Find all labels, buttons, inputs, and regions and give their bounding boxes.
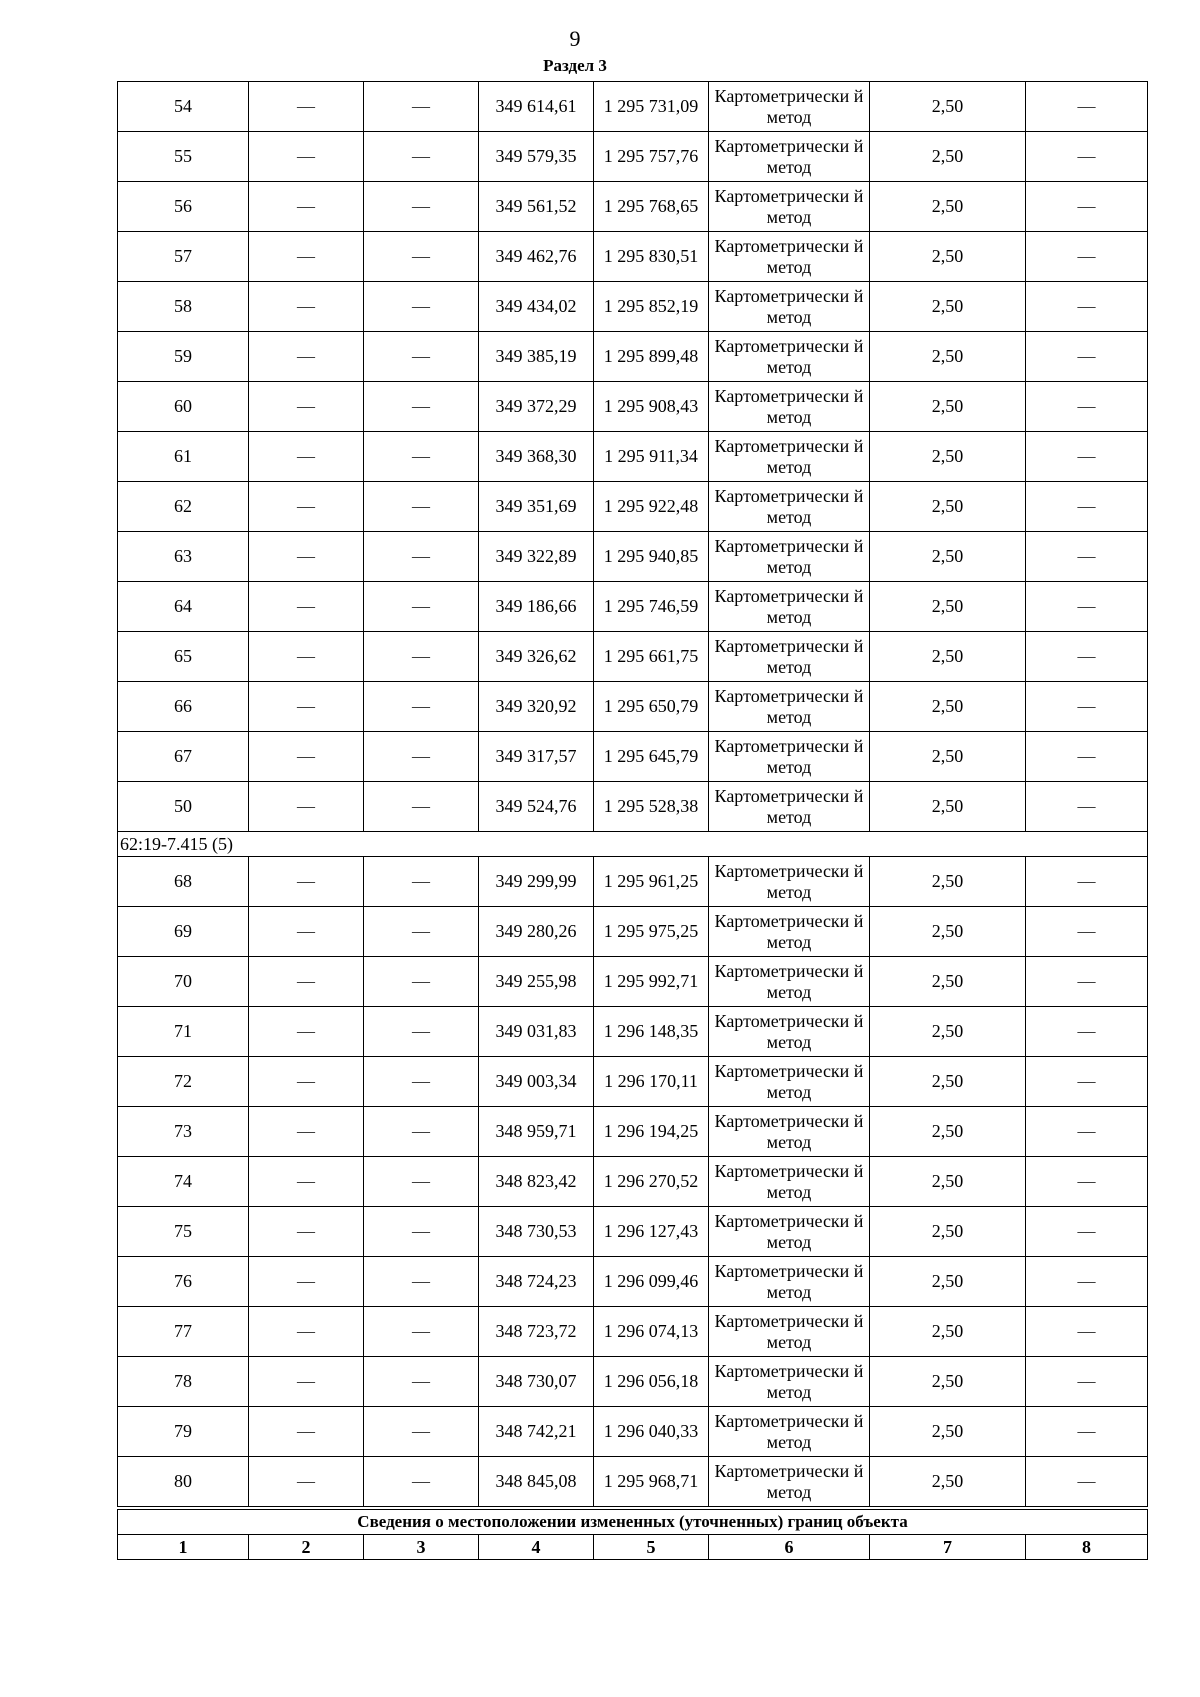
dash-cell: — — [364, 732, 479, 782]
point-number: 55 — [118, 132, 249, 182]
dash-cell: — — [1026, 1207, 1148, 1257]
x-coordinate: 349 372,29 — [479, 382, 594, 432]
dash-cell: — — [249, 582, 364, 632]
dash-cell: — — [249, 232, 364, 282]
x-coordinate: 349 255,98 — [479, 957, 594, 1007]
point-number: 65 — [118, 632, 249, 682]
footer-title: Сведения о местоположении измененных (уточненных) границ объекта — [118, 1508, 1148, 1535]
accuracy-value: 2,50 — [870, 632, 1026, 682]
x-coordinate: 348 845,08 — [479, 1457, 594, 1509]
dash-cell: — — [249, 1407, 364, 1457]
y-coordinate: 1 295 645,79 — [594, 732, 709, 782]
dash-cell: — — [1026, 82, 1148, 132]
y-coordinate: 1 295 911,34 — [594, 432, 709, 482]
table-row — [118, 1057, 1148, 1107]
point-number: 77 — [118, 1307, 249, 1357]
x-coordinate: 349 351,69 — [479, 482, 594, 532]
accuracy-value: 2,50 — [870, 732, 1026, 782]
accuracy-value: 2,50 — [870, 1257, 1026, 1307]
dash-cell: — — [1026, 682, 1148, 732]
y-coordinate: 1 295 528,38 — [594, 782, 709, 832]
footer-title-row — [118, 1508, 1148, 1535]
point-number: 54 — [118, 82, 249, 132]
x-coordinate: 348 959,71 — [479, 1107, 594, 1157]
parcel-subheading-row — [118, 832, 1148, 857]
point-number: 78 — [118, 1357, 249, 1407]
accuracy-value: 2,50 — [870, 482, 1026, 532]
dash-cell: — — [249, 1257, 364, 1307]
dash-cell: — — [364, 1307, 479, 1357]
point-number: 60 — [118, 382, 249, 432]
determination-method: Картометрически й метод — [709, 582, 870, 632]
table-row — [118, 632, 1148, 682]
y-coordinate: 1 295 908,43 — [594, 382, 709, 432]
table-row — [118, 782, 1148, 832]
table-row — [118, 907, 1148, 957]
x-coordinate: 349 524,76 — [479, 782, 594, 832]
dash-cell: — — [249, 1157, 364, 1207]
dash-cell: — — [364, 132, 479, 182]
determination-method: Картометрически й метод — [709, 382, 870, 432]
page-number: 9 — [569, 26, 581, 51]
y-coordinate: 1 296 148,35 — [594, 1007, 709, 1057]
point-number: 76 — [118, 1257, 249, 1307]
dash-cell: — — [364, 1257, 479, 1307]
determination-method: Картометрически й метод — [709, 332, 870, 382]
point-number: 56 — [118, 182, 249, 232]
dash-cell: — — [364, 432, 479, 482]
dash-cell: — — [1026, 907, 1148, 957]
table-row — [118, 332, 1148, 382]
point-number: 69 — [118, 907, 249, 957]
y-coordinate: 1 295 830,51 — [594, 232, 709, 282]
x-coordinate: 348 823,42 — [479, 1157, 594, 1207]
dash-cell: — — [1026, 1107, 1148, 1157]
table-row — [118, 1207, 1148, 1257]
dash-cell: — — [364, 482, 479, 532]
column-number: 4 — [479, 1535, 594, 1560]
column-number: 6 — [709, 1535, 870, 1560]
y-coordinate: 1 295 992,71 — [594, 957, 709, 1007]
points-group-1 — [118, 82, 1148, 832]
table-row — [118, 482, 1148, 532]
dash-cell: — — [364, 632, 479, 682]
point-number: 66 — [118, 682, 249, 732]
dash-cell: — — [249, 682, 364, 732]
point-number: 63 — [118, 532, 249, 582]
point-number: 75 — [118, 1207, 249, 1257]
accuracy-value: 2,50 — [870, 1357, 1026, 1407]
point-number: 64 — [118, 582, 249, 632]
table-row — [118, 132, 1148, 182]
y-coordinate: 1 295 852,19 — [594, 282, 709, 332]
table-row — [118, 282, 1148, 332]
point-number: 73 — [118, 1107, 249, 1157]
x-coordinate: 348 742,21 — [479, 1407, 594, 1457]
accuracy-value: 2,50 — [870, 1107, 1026, 1157]
dash-cell: — — [249, 907, 364, 957]
column-number: 3 — [364, 1535, 479, 1560]
dash-cell: — — [364, 907, 479, 957]
determination-method: Картометрически й метод — [709, 632, 870, 682]
table-row — [118, 1257, 1148, 1307]
x-coordinate: 348 723,72 — [479, 1307, 594, 1357]
dash-cell: — — [364, 957, 479, 1007]
x-coordinate: 349 280,26 — [479, 907, 594, 957]
dash-cell: — — [249, 182, 364, 232]
table-row — [118, 232, 1148, 282]
determination-method: Картометрически й метод — [709, 732, 870, 782]
determination-method: Картометрически й метод — [709, 1307, 870, 1357]
accuracy-value: 2,50 — [870, 432, 1026, 482]
dash-cell: — — [364, 857, 479, 907]
dash-cell: — — [1026, 632, 1148, 682]
dash-cell: — — [1026, 1307, 1148, 1357]
x-coordinate: 349 434,02 — [479, 282, 594, 332]
determination-method: Картометрически й метод — [709, 1057, 870, 1107]
accuracy-value: 2,50 — [870, 907, 1026, 957]
point-number: 59 — [118, 332, 249, 382]
determination-method: Картометрически й метод — [709, 1007, 870, 1057]
x-coordinate: 349 385,19 — [479, 332, 594, 382]
table-row — [118, 1007, 1148, 1057]
determination-method: Картометрически й метод — [709, 182, 870, 232]
dash-cell: — — [1026, 132, 1148, 182]
accuracy-value: 2,50 — [870, 232, 1026, 282]
determination-method: Картометрически й метод — [709, 907, 870, 957]
dash-cell: — — [1026, 282, 1148, 332]
x-coordinate: 349 186,66 — [479, 582, 594, 632]
point-number: 67 — [118, 732, 249, 782]
point-number: 57 — [118, 232, 249, 282]
dash-cell: — — [364, 232, 479, 282]
dash-cell: — — [364, 82, 479, 132]
dash-cell: — — [364, 1207, 479, 1257]
dash-cell: — — [1026, 857, 1148, 907]
y-coordinate: 1 295 661,75 — [594, 632, 709, 682]
dash-cell: — — [249, 382, 364, 432]
accuracy-value: 2,50 — [870, 1057, 1026, 1107]
determination-method: Картометрически й метод — [709, 857, 870, 907]
dash-cell: — — [249, 1357, 364, 1407]
point-number: 72 — [118, 1057, 249, 1107]
point-number: 62 — [118, 482, 249, 532]
x-coordinate: 349 368,30 — [479, 432, 594, 482]
x-coordinate: 349 614,61 — [479, 82, 594, 132]
coordinates-table — [117, 81, 1148, 1560]
x-coordinate: 349 031,83 — [479, 1007, 594, 1057]
y-coordinate: 1 296 270,52 — [594, 1157, 709, 1207]
y-coordinate: 1 295 899,48 — [594, 332, 709, 382]
y-coordinate: 1 295 968,71 — [594, 1457, 709, 1509]
section-title: Раздел 3 — [543, 56, 607, 75]
dash-cell: — — [249, 532, 364, 582]
table-row — [118, 1407, 1148, 1457]
dash-cell: — — [364, 1357, 479, 1407]
dash-cell: — — [1026, 1257, 1148, 1307]
dash-cell: — — [364, 532, 479, 582]
dash-cell: — — [364, 382, 479, 432]
x-coordinate: 349 003,34 — [479, 1057, 594, 1107]
x-coordinate: 348 724,23 — [479, 1257, 594, 1307]
dash-cell: — — [1026, 1457, 1148, 1509]
dash-cell: — — [249, 782, 364, 832]
y-coordinate: 1 295 961,25 — [594, 857, 709, 907]
dash-cell: — — [1026, 182, 1148, 232]
determination-method: Картометрически й метод — [709, 1107, 870, 1157]
y-coordinate: 1 295 650,79 — [594, 682, 709, 732]
accuracy-value: 2,50 — [870, 82, 1026, 132]
dash-cell: — — [1026, 232, 1148, 282]
x-coordinate: 348 730,07 — [479, 1357, 594, 1407]
point-number: 50 — [118, 782, 249, 832]
table-row — [118, 582, 1148, 632]
dash-cell: — — [1026, 432, 1148, 482]
accuracy-value: 2,50 — [870, 282, 1026, 332]
accuracy-value: 2,50 — [870, 857, 1026, 907]
dash-cell: — — [364, 1457, 479, 1509]
y-coordinate: 1 296 074,13 — [594, 1307, 709, 1357]
dash-cell: — — [364, 1407, 479, 1457]
table-row — [118, 1457, 1148, 1509]
dash-cell: — — [249, 482, 364, 532]
table-row — [118, 82, 1148, 132]
y-coordinate: 1 295 940,85 — [594, 532, 709, 582]
table-row — [118, 432, 1148, 482]
accuracy-value: 2,50 — [870, 332, 1026, 382]
column-number: 2 — [249, 1535, 364, 1560]
dash-cell: — — [249, 1107, 364, 1157]
column-numbers-row — [118, 1535, 1148, 1560]
table-row — [118, 382, 1148, 432]
determination-method: Картометрически й метод — [709, 682, 870, 732]
table-row — [118, 1157, 1148, 1207]
dash-cell: — — [364, 782, 479, 832]
table-row — [118, 732, 1148, 782]
accuracy-value: 2,50 — [870, 1157, 1026, 1207]
dash-cell: — — [249, 432, 364, 482]
table-row — [118, 682, 1148, 732]
determination-method: Картометрически й метод — [709, 232, 870, 282]
y-coordinate: 1 296 099,46 — [594, 1257, 709, 1307]
y-coordinate: 1 296 127,43 — [594, 1207, 709, 1257]
point-number: 68 — [118, 857, 249, 907]
x-coordinate: 349 561,52 — [479, 182, 594, 232]
accuracy-value: 2,50 — [870, 582, 1026, 632]
dash-cell: — — [1026, 532, 1148, 582]
dash-cell: — — [249, 1457, 364, 1509]
determination-method: Картометрически й метод — [709, 1457, 870, 1509]
y-coordinate: 1 295 922,48 — [594, 482, 709, 532]
dash-cell: — — [249, 1057, 364, 1107]
determination-method: Картометрически й метод — [709, 282, 870, 332]
determination-method: Картометрически й метод — [709, 1257, 870, 1307]
dash-cell: — — [364, 1157, 479, 1207]
y-coordinate: 1 295 731,09 — [594, 82, 709, 132]
points-group-2 — [118, 857, 1148, 1509]
dash-cell: — — [249, 82, 364, 132]
point-number: 80 — [118, 1457, 249, 1509]
accuracy-value: 2,50 — [870, 1457, 1026, 1509]
y-coordinate: 1 296 056,18 — [594, 1357, 709, 1407]
dash-cell: — — [1026, 1157, 1148, 1207]
y-coordinate: 1 295 746,59 — [594, 582, 709, 632]
dash-cell: — — [249, 1307, 364, 1357]
table-row — [118, 532, 1148, 582]
table-row — [118, 857, 1148, 907]
dash-cell: — — [1026, 732, 1148, 782]
determination-method: Картометрически й метод — [709, 1407, 870, 1457]
table-footer — [118, 1508, 1148, 1560]
y-coordinate: 1 296 194,25 — [594, 1107, 709, 1157]
point-number: 71 — [118, 1007, 249, 1057]
column-number: 7 — [870, 1535, 1026, 1560]
dash-cell: — — [364, 1057, 479, 1107]
dash-cell: — — [249, 957, 364, 1007]
point-number: 58 — [118, 282, 249, 332]
dash-cell: — — [364, 1107, 479, 1157]
dash-cell: — — [1026, 382, 1148, 432]
column-number: 5 — [594, 1535, 709, 1560]
determination-method: Картометрически й метод — [709, 482, 870, 532]
table-row — [118, 182, 1148, 232]
dash-cell: — — [249, 632, 364, 682]
dash-cell: — — [249, 132, 364, 182]
y-coordinate: 1 295 768,65 — [594, 182, 709, 232]
x-coordinate: 349 326,62 — [479, 632, 594, 682]
dash-cell: — — [249, 857, 364, 907]
subheading-group — [118, 832, 1148, 857]
point-number: 74 — [118, 1157, 249, 1207]
dash-cell: — — [364, 1007, 479, 1057]
determination-method: Картометрически й метод — [709, 532, 870, 582]
accuracy-value: 2,50 — [870, 182, 1026, 232]
dash-cell: — — [1026, 482, 1148, 532]
point-number: 61 — [118, 432, 249, 482]
determination-method: Картометрически й метод — [709, 957, 870, 1007]
dash-cell: — — [249, 732, 364, 782]
dash-cell: — — [1026, 1357, 1148, 1407]
table-row — [118, 957, 1148, 1007]
accuracy-value: 2,50 — [870, 1007, 1026, 1057]
y-coordinate: 1 295 757,76 — [594, 132, 709, 182]
x-coordinate: 349 299,99 — [479, 857, 594, 907]
determination-method: Картометрически й метод — [709, 82, 870, 132]
dash-cell: — — [364, 332, 479, 382]
dash-cell: — — [1026, 1057, 1148, 1107]
accuracy-value: 2,50 — [870, 782, 1026, 832]
determination-method: Картометрически й метод — [709, 1207, 870, 1257]
dash-cell: — — [249, 282, 364, 332]
accuracy-value: 2,50 — [870, 1207, 1026, 1257]
column-number: 8 — [1026, 1535, 1148, 1560]
determination-method: Картометрически й метод — [709, 1157, 870, 1207]
y-coordinate: 1 296 170,11 — [594, 1057, 709, 1107]
dash-cell: — — [364, 282, 479, 332]
y-coordinate: 1 296 040,33 — [594, 1407, 709, 1457]
point-number: 79 — [118, 1407, 249, 1457]
x-coordinate: 349 320,92 — [479, 682, 594, 732]
dash-cell: — — [364, 182, 479, 232]
accuracy-value: 2,50 — [870, 1407, 1026, 1457]
table-row — [118, 1357, 1148, 1407]
dash-cell: — — [364, 682, 479, 732]
accuracy-value: 2,50 — [870, 382, 1026, 432]
table-row — [118, 1307, 1148, 1357]
x-coordinate: 349 579,35 — [479, 132, 594, 182]
accuracy-value: 2,50 — [870, 682, 1026, 732]
dash-cell: — — [364, 582, 479, 632]
table-row — [118, 1107, 1148, 1157]
determination-method: Картометрически й метод — [709, 782, 870, 832]
dash-cell: — — [249, 1207, 364, 1257]
x-coordinate: 349 322,89 — [479, 532, 594, 582]
dash-cell: — — [1026, 1007, 1148, 1057]
accuracy-value: 2,50 — [870, 132, 1026, 182]
dash-cell: — — [249, 332, 364, 382]
dash-cell: — — [1026, 957, 1148, 1007]
accuracy-value: 2,50 — [870, 1307, 1026, 1357]
dash-cell: — — [1026, 1407, 1148, 1457]
dash-cell: — — [1026, 782, 1148, 832]
determination-method: Картометрически й метод — [709, 1357, 870, 1407]
dash-cell: — — [1026, 582, 1148, 632]
accuracy-value: 2,50 — [870, 957, 1026, 1007]
dash-cell: — — [249, 1007, 364, 1057]
point-number: 70 — [118, 957, 249, 1007]
x-coordinate: 349 317,57 — [479, 732, 594, 782]
parcel-number-label: 62:19-7.415 (5) — [118, 832, 1148, 857]
accuracy-value: 2,50 — [870, 532, 1026, 582]
dash-cell: — — [1026, 332, 1148, 382]
determination-method: Картометрически й метод — [709, 132, 870, 182]
y-coordinate: 1 295 975,25 — [594, 907, 709, 957]
determination-method: Картометрически й метод — [709, 432, 870, 482]
x-coordinate: 349 462,76 — [479, 232, 594, 282]
x-coordinate: 348 730,53 — [479, 1207, 594, 1257]
column-number: 1 — [118, 1535, 249, 1560]
